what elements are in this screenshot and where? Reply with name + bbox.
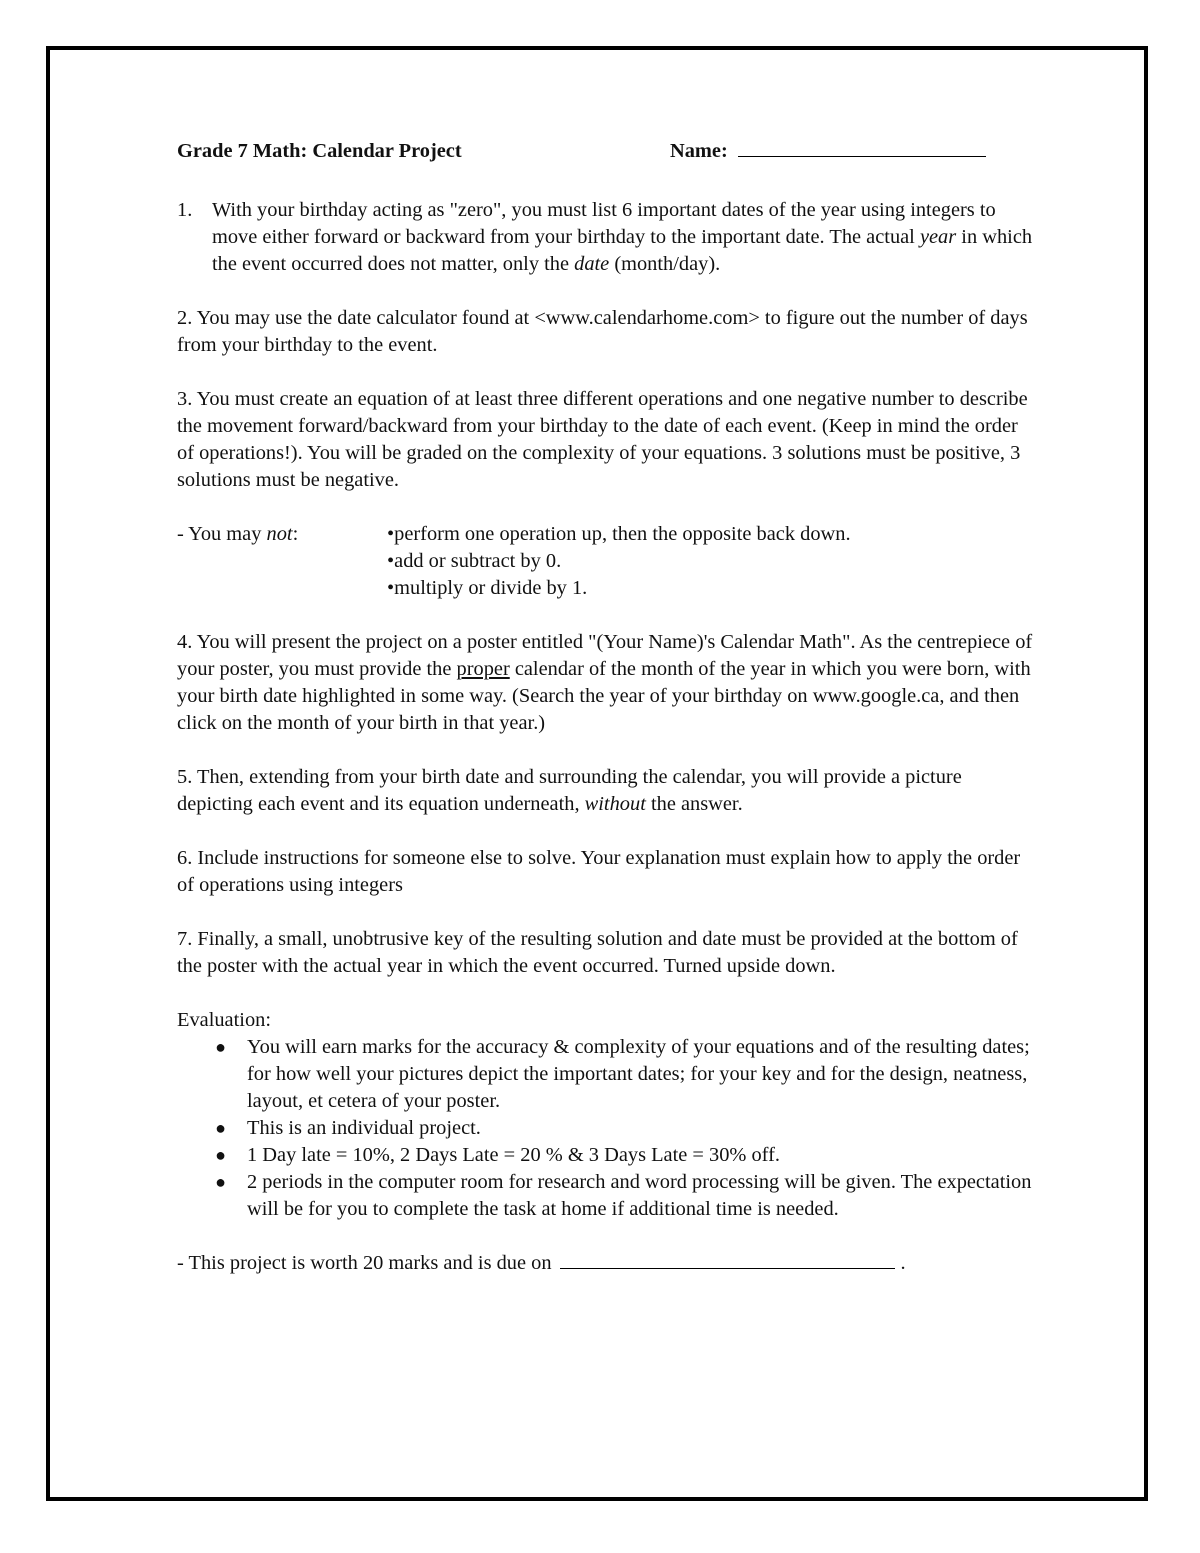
evaluation-item: ● You will earn marks for the accuracy & complexity of your equations and of the resulting dates; for how well your pictures depict the important dates; for your key and for the design, neatness, layout, et cetera of your poster. [177, 1034, 1037, 1115]
document-body [177, 138, 1037, 1277]
evaluation-item: ● 1 Day late = 10%, 2 Days Late = 20 % & 3 Days Late = 30% off. [177, 1142, 1037, 1169]
instruction-1 [177, 197, 1037, 278]
bullet-icon: ● [215, 1145, 226, 1165]
may-not-label: - You may not: [177, 523, 299, 545]
name-blank-line [738, 138, 986, 157]
evaluation-item: ● 2 periods in the computer room for research and word processing will be given. The expectation will be for you to complete the task at home if additional time is needed. [177, 1169, 1037, 1223]
bullet-icon: ● [215, 1172, 226, 1192]
may-not-rule: •perform one operation up, then the opposite back down. [387, 523, 851, 545]
may-not-rule: •add or subtract by 0. [387, 550, 562, 572]
evaluation-list [177, 1034, 1037, 1223]
instruction-1-number: 1. [177, 199, 193, 221]
evaluation-section [177, 1007, 1037, 1223]
name-field [670, 138, 986, 165]
bullet-icon: ● [215, 1118, 226, 1138]
instruction-5: 5. Then, extending from your birth date and surrounding the calendar, you will provide a picture depicting each event and its equation underneath, without the answer. [177, 766, 962, 815]
evaluation-heading: Evaluation: [177, 1009, 271, 1031]
header-row [177, 138, 1037, 165]
instruction-4: 4. You will present the project on a poster entitled "(Your Name)'s Calendar Math". As the centrepiece of your poster, you must provide the proper calendar of the month of the year in which you were born, with your birth date highlighted in some way. (Search the year of your birthday on www.google.ca, and then click on the month of your birth in that year.) [177, 631, 1033, 734]
evaluation-item: ● This is an individual project. [177, 1115, 1037, 1142]
instruction-2: 2. You may use the date calculator found at <www.calendarhome.com> to figure out the number of days from your birthday to the event. [177, 307, 1028, 356]
instruction-7: 7. Finally, a small, unobtrusive key of the resulting solution and date must be provided at the bottom of the poster with the actual year in which the event occurred. Turned upside down. [177, 928, 1018, 977]
due-date-line: - This project is worth 20 marks and is due on . [177, 1252, 906, 1274]
may-not-rule: •multiply or divide by 1. [387, 577, 588, 599]
bullet-icon: ● [215, 1037, 226, 1057]
due-date-blank-line [560, 1250, 895, 1269]
instruction-6: 6. Include instructions for someone else to solve. Your explanation must explain how to apply the order of operations using integers [177, 847, 1021, 896]
instruction-3: 3. You must create an equation of at least three different operations and one negative number to describe the movement forward/backward from your birthday to the date of each event. (Keep in mind the order of operations!). You will be graded on the complexity of your equations. 3 solutions must be positive, 3 solutions must be negative. [177, 388, 1028, 491]
may-not-section [177, 521, 1037, 602]
instruction-1-text: With your birthday acting as "zero", you must list 6 important dates of the year using integers to move either forward or backward from your birthday to the important date. The actual year in which the event occurred does not matter, only the date (month/day). [212, 199, 1033, 275]
document-title: Grade 7 Math: Calendar Project [177, 140, 462, 162]
may-not-rules [387, 521, 851, 602]
name-label: Name: [670, 140, 728, 162]
